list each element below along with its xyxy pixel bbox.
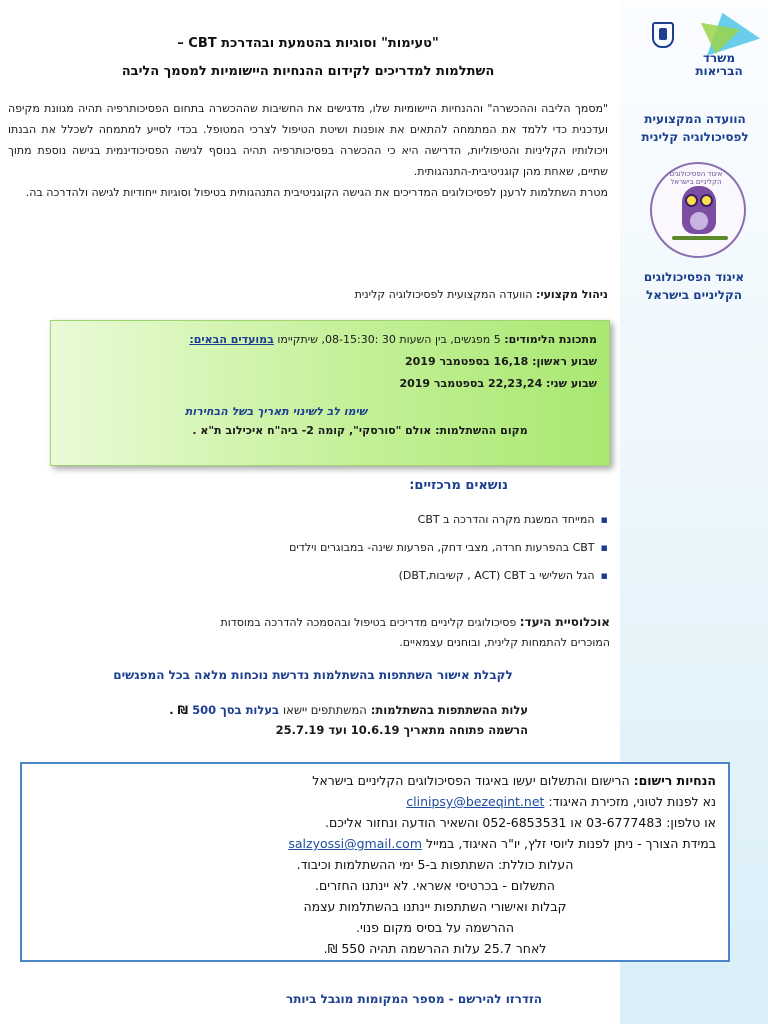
fee-currency: ₪ .	[169, 703, 189, 717]
footer-cta: הזדרזו להירשם - מספר המקומות מוגבל ביותר	[286, 992, 542, 1006]
audience-label: אוכלוסיית היעד:	[519, 615, 610, 629]
audience-line-1: פסיכולוגים קליניים מדריכים בטיפול ובהסמכה להדרכה במוסדות	[220, 616, 517, 629]
intro-text	[8, 98, 608, 203]
fee-label: עלות ההשתתפות בהשתלמות:	[370, 703, 528, 717]
topic-item: ▪ הגל השלישי ב CBT (ACT , קשיבות,DBT)	[28, 562, 608, 590]
dates-link[interactable]: במועדים הבאים:	[189, 333, 274, 346]
page-title: "טעימות" וסוגיות בהטמעת ובהדרכת CBT –	[177, 36, 439, 51]
registration-label: הנחיות רישום:	[633, 773, 716, 788]
attendance-requirement: לקבלת אישור השתתפות בהשתלמות נדרשת נוכחות מלאה בכל המפגשים	[113, 668, 513, 682]
registration-line-4: במידת הצורך - ניתן לפנות ליוסי זלץ, יו"ר האיגוד, במייל	[426, 836, 716, 851]
management-value: הוועדה המקצועית לפסיכולוגיה קלינית	[354, 288, 533, 301]
association-name: איגוד הפסיכולוגים הקליניים בישראל	[643, 270, 745, 302]
fee-amount: בעלות בסך 500	[192, 703, 280, 717]
target-audience	[10, 612, 610, 653]
venue: מקום ההשתלמות: אולם "סורסקי", קומה 2- ביה"ח איכילוב ת"א .	[192, 424, 528, 437]
registration-line-7: קבלות ואישורי השתתפות יינתנו בהשתלמות עצמה	[303, 899, 567, 914]
schedule-box	[50, 320, 610, 466]
committee-name: הוועדה המקצועית לפסיכולוגיה קלינית	[641, 112, 749, 144]
registration-line-1: הרישום והתשלום יעשו באיגוד הפסיכולוגים הקליניים בישראל	[312, 773, 630, 788]
week-1-dates: שבוע ראשון: 16,18 בספטמבר 2019	[405, 355, 597, 368]
participation-fee	[98, 700, 528, 740]
contact-email-link[interactable]: clinipsy@bezeqint.net	[406, 794, 545, 809]
registration-line-3: או טלפון: 03-6777483 או 052-6853531 והשאיר הודעה ונחזור אליכם.	[324, 815, 716, 830]
topics-list	[28, 506, 608, 590]
topics-title: נושאים מרכזיים:	[409, 478, 508, 493]
date-change-notice: שימו לב לשינוי תאריך בשל הבחירות	[184, 405, 367, 418]
professional-management	[8, 288, 608, 301]
format-text: 5 מפגשים, בין השעות 30 :08-15:30, שיתקיימו	[277, 333, 501, 346]
ministry-name: משרד הבריאות	[695, 51, 743, 78]
registration-box	[20, 762, 730, 962]
page-subtitle: השתלמות למדריכים לקידום ההנחיות היישומיות למסמך הליבה	[121, 64, 495, 79]
registration-line-5: העלות כוללת: השתתפות ב-5 ימי ההשתלמות וכיבוד.	[296, 857, 574, 872]
management-label: ניהול מקצועי:	[535, 288, 608, 301]
intro-paragraph-1: "מסמך הליבה וההכשרה" וההנחיות היישומיות שלו, מדגישים את החשיבות שההכשרה בתחום הפסיכותרפיה תהיה מגוונת מקיפה ועדכנית כדי ללמד את המתמחה להתאים את אופנות ושיטת הטיפול לצרכי המטופל. בכדי לסייע למתמחה לשכלל את הבנתו ויכולותיו הקליניות והטיפוליות, הדרישה היא כי ההכשרה בפסיכותרפיה תהיה בנוסף לגישה הפסיכודינמית בגישה נוספת מתוך שתיים, שאחת מהן קוגניטיבית-התנהגותית.	[8, 102, 608, 178]
registration-line-2: נא לפנות לטוני, מזכירת האיגוד:	[548, 794, 716, 809]
topic-item: ▪ המייחד המשגת מקרה והדרכה ב CBT	[28, 506, 608, 534]
registration-line-6: התשלום - בכרטיסי אשראי. לא יינתנו החזרים.	[315, 878, 555, 893]
audience-line-2: המוכרים להתמחות קלינית, ובוחנים עצמאיים.	[399, 636, 610, 649]
fee-text: המשתתפים יישאו	[283, 703, 367, 717]
week-2-dates: שבוע שני: 22,23,24 בספטמבר 2019	[399, 377, 597, 390]
intro-paragraph-2: מטרת השתלמות לרענן לפסיכולוגים המדריכים את הגישה הקוגניטיבית התנהגותית בטיפול וסוגיות ייחודיות לגישה ולהדרכה בה.	[25, 186, 608, 199]
registration-line-9: לאחר 25.7 עלות ההרשמה תהיה 550 ₪.	[323, 941, 547, 956]
owl-eye-right	[700, 194, 713, 207]
owl-eye-left	[685, 194, 698, 207]
topic-item: ▪ CBT בהפרעות חרדה, מצבי דחק, הפרעות שינה- במבוגרים וילדים	[28, 534, 608, 562]
format-label: מתכונת הלימודים:	[504, 333, 597, 346]
registration-window: הרשמה פתוחה מתאריך 10.6.19 ועד 25.7.19	[275, 723, 528, 737]
chair-email-link[interactable]: salzyossi@gmail.com	[288, 836, 423, 851]
owl-logo-ring-text: איגוד הפסיכולוגים הקליניים בישראל	[669, 170, 723, 186]
state-emblem-icon	[652, 22, 674, 48]
registration-line-8: ההרשמה על בסיס מקום פנוי.	[355, 920, 514, 935]
owl-branch	[672, 236, 728, 240]
owl-belly	[690, 212, 708, 230]
association-owl-logo	[650, 162, 746, 258]
ministry-logo	[628, 8, 760, 78]
